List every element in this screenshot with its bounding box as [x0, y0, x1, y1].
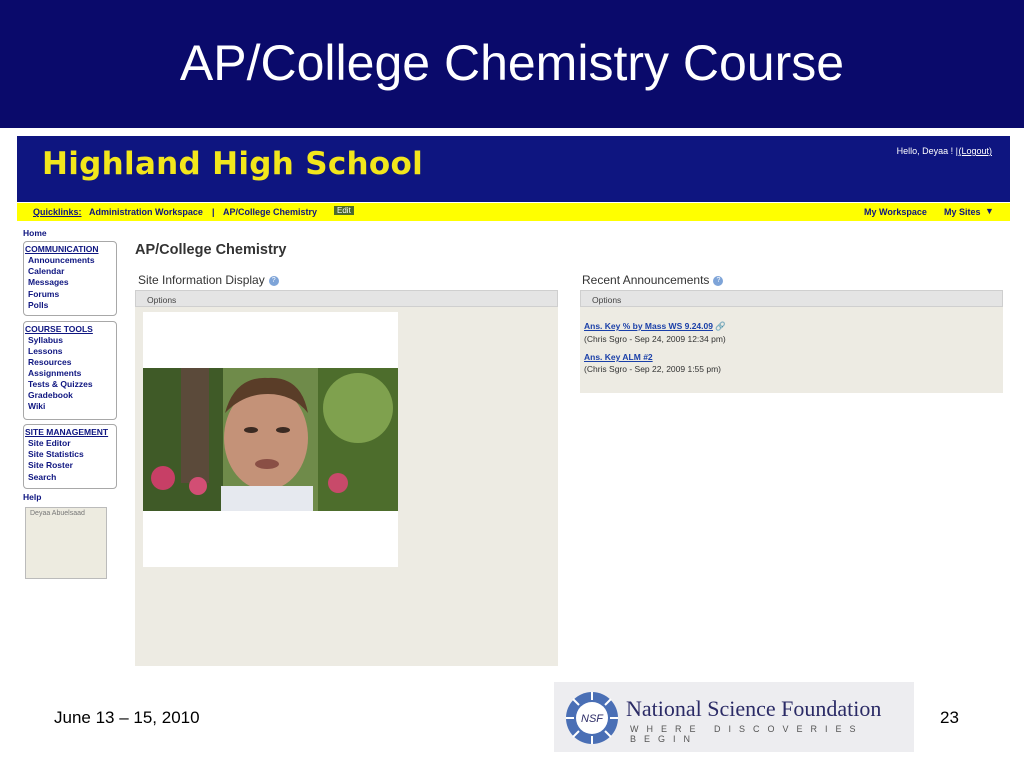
lms-screenshot	[17, 136, 1010, 666]
nav-group-header[interactable]: COURSE TOOLS	[25, 324, 93, 334]
options-link[interactable]: Options	[592, 295, 622, 305]
seal-text: NSF	[581, 713, 603, 725]
site-info-title	[138, 273, 279, 287]
nav-item-site-roster[interactable]: Site Roster	[28, 460, 73, 470]
logout-link[interactable]: (Logout)	[958, 146, 992, 156]
announcement-link[interactable]: Ans. Key % by Mass WS 9.24.09	[584, 321, 713, 331]
presence-user: Deyaa Abuelsaad	[30, 510, 85, 517]
quicklinks-edit-button[interactable]: Edit	[334, 206, 354, 215]
my-workspace-link[interactable]: My Workspace	[864, 207, 927, 217]
help-icon[interactable]: ?	[713, 276, 723, 286]
chevron-down-icon[interactable]: ▼	[985, 206, 994, 216]
quicklinks-bar	[17, 203, 1010, 221]
video-player[interactable]	[143, 312, 398, 567]
options-bar	[580, 290, 1003, 307]
site-info-title-text: Site Information Display	[138, 273, 265, 287]
recent-announcements-title-text: Recent Announcements	[582, 273, 710, 287]
announcement-item	[584, 352, 721, 374]
nsf-seal-icon	[564, 690, 620, 746]
my-sites-menu[interactable]: My Sites	[944, 207, 981, 217]
quicklink-separator: |	[212, 207, 215, 217]
nav-item-syllabus[interactable]: Syllabus	[28, 335, 63, 345]
nav-item-resources[interactable]: Resources	[28, 357, 72, 367]
presence-panel	[25, 507, 107, 579]
nav-item-site-statistics[interactable]: Site Statistics	[28, 449, 84, 459]
nav-item-polls[interactable]: Polls	[28, 300, 49, 310]
recent-announcements-title	[582, 273, 723, 287]
announcement-meta: (Chris Sgro - Sep 22, 2009 1:55 pm)	[584, 364, 722, 374]
nav-item-assignments[interactable]: Assignments	[28, 368, 82, 378]
nsf-tagline: WHERE DISCOVERIES BEGIN	[630, 724, 864, 744]
nsf-logo	[554, 682, 914, 752]
nav-item-wiki[interactable]: Wiki	[28, 401, 46, 411]
nav-group-communication	[23, 241, 117, 316]
nav-item-messages[interactable]: Messages	[28, 277, 69, 287]
nav-item-gradebook[interactable]: Gradebook	[28, 390, 73, 400]
nsf-name: National Science Foundation	[626, 696, 882, 721]
nav-item-forums[interactable]: Forums	[28, 289, 60, 299]
quicklink-admin-workspace[interactable]: Administration Workspace	[89, 207, 203, 217]
nav-group-site-management	[23, 424, 117, 489]
quicklink-ap-chemistry[interactable]: AP/College Chemistry	[223, 207, 318, 217]
options-bar	[135, 290, 558, 307]
announcement-link[interactable]: Ans. Key ALM #2	[584, 352, 653, 362]
page-title: AP/College Chemistry	[135, 242, 287, 258]
announcement-item	[584, 321, 726, 344]
slide-date: June 13 – 15, 2010	[54, 708, 200, 727]
nav-item-site-editor[interactable]: Site Editor	[28, 438, 71, 448]
options-link[interactable]: Options	[147, 295, 177, 305]
nav-item-lessons[interactable]: Lessons	[28, 346, 63, 356]
announcement-meta: (Chris Sgro - Sep 24, 2009 12:34 pm)	[584, 334, 726, 344]
nav-item-calendar[interactable]: Calendar	[28, 266, 65, 276]
nav-item-tests-quizzes[interactable]: Tests & Quizzes	[28, 379, 93, 389]
attachment-icon: 🔗	[715, 321, 726, 331]
greeting-text: Hello, Deyaa ! |	[896, 146, 958, 156]
quicklinks-label: Quicklinks:	[33, 207, 82, 217]
school-name: Highland High School	[42, 146, 424, 182]
video-frame	[143, 368, 398, 511]
nav-item-search[interactable]: Search	[28, 472, 57, 482]
site-banner	[17, 136, 1010, 202]
slide-header	[0, 0, 1024, 128]
slide-title: AP/College Chemistry Course	[179, 35, 845, 91]
slide-page-number: 23	[940, 708, 959, 727]
nav-home-link[interactable]: Home	[23, 228, 47, 238]
nav-help-link[interactable]: Help	[23, 492, 42, 502]
help-icon[interactable]: ?	[269, 276, 279, 286]
nav-group-header[interactable]: COMMUNICATION	[25, 244, 99, 254]
nav-group-header[interactable]: SITE MANAGEMENT	[25, 427, 109, 437]
nav-group-course-tools	[23, 321, 117, 420]
nav-item-announcements[interactable]: Announcements	[28, 255, 95, 265]
